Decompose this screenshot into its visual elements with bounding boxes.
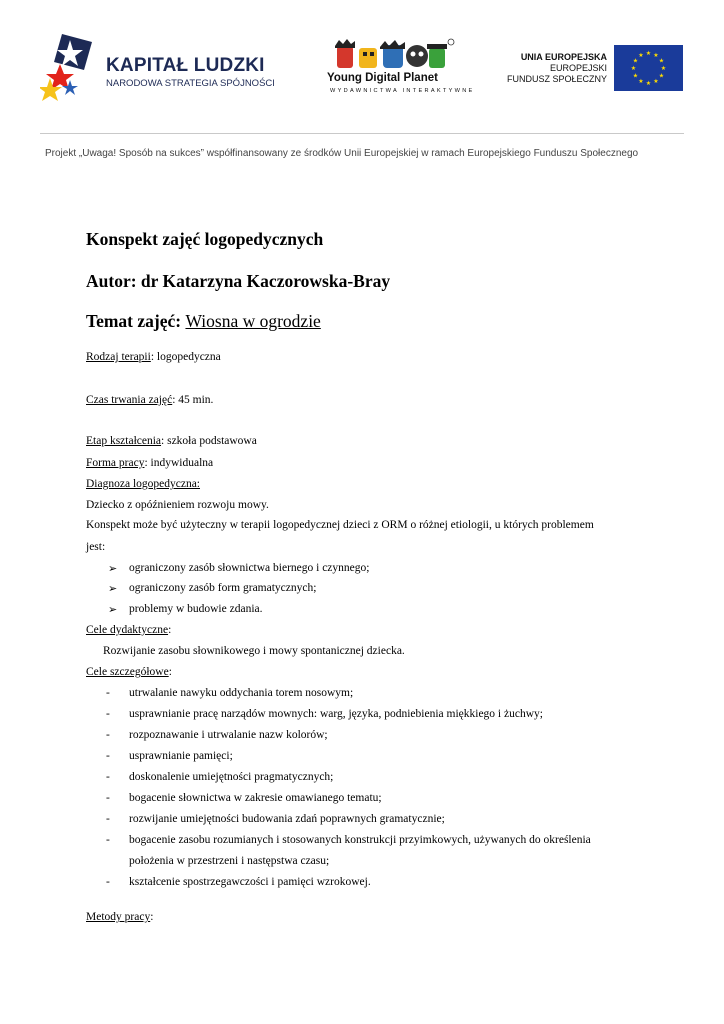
didactic-colon: : (168, 624, 172, 636)
svg-text:★: ★ (632, 72, 639, 80)
list-item: usprawnianie pamięci; (129, 750, 233, 762)
duration-label: Czas trwania zajęć (86, 394, 173, 406)
topic-label: Temat zajęć: (86, 311, 182, 331)
eu-line-1: UNIA EUROPEJSKA (520, 52, 607, 62)
list-item: bogacenie słownictwa w zakresie omawianego tematu; (129, 792, 382, 804)
detailed-label: Cele szczegółowe (86, 666, 169, 678)
form-value: : indywidualna (144, 457, 214, 469)
svg-text:★: ★ (653, 52, 659, 59)
topic-value: Wiosna w ogrodzie (185, 311, 321, 331)
svg-text:★: ★ (660, 65, 667, 72)
list-item: ograniczony zasób form gramatycznych; (129, 582, 317, 594)
dash-bullet: - (106, 834, 110, 846)
list-item: utrwalanie nawyku oddychania torem nosowym; (129, 687, 354, 699)
header-divider (40, 133, 684, 134)
didactic-goal-text: Rozwijanie zasobu słownikowego i mowy spontanicznej dziecka. (103, 645, 405, 657)
list-item: usprawnianie pracę narządów mownych: warg, języka, podniebienia miękkiego i żuchwy; (129, 708, 543, 720)
list-item: rozpoznawanie i utrwalanie nazw kolorów; (129, 729, 328, 741)
svg-text:★: ★ (645, 50, 652, 57)
usage-paragraph-line-1: Konspekt może być użyteczny w terapii logopedycznej dzieci z ORM o różnej etiologii, u których problemem (86, 519, 594, 531)
eu-stars (614, 45, 683, 91)
eu-line-3: FUNDUSZ SPOŁECZNY (506, 74, 607, 84)
therapy-type (86, 351, 221, 363)
dash-bullet: - (106, 708, 110, 720)
list-item: problemy w budowie zdania. (129, 603, 263, 615)
stage-value: : szkoła podstawowa (161, 435, 257, 447)
svg-text:★: ★ (658, 57, 665, 65)
usage-paragraph-line-2: jest: (86, 541, 106, 553)
project-cofinancing-note: Projekt „Uwaga! Sposób na sukces” współfinansowany ze środków Unii Europejskiej w ramach Europejskiego Funduszu Społecznego (45, 148, 639, 159)
diagnosis-label: Diagnoza logopedyczna: (86, 478, 200, 490)
kapital-title: KAPITAŁ LUDZKI (106, 55, 265, 76)
svg-text:★: ★ (630, 65, 637, 72)
kapital-ludzki-logo (40, 30, 290, 110)
detailed-colon: : (168, 666, 172, 678)
list-item: rozwijanie umiejętności budowania zdań poprawnych gramatycznie; (129, 813, 445, 825)
didactic-label: Cele dydaktyczne (86, 624, 169, 636)
dash-bullet: - (106, 687, 110, 699)
diagnosis-text: Dziecko z opóźnieniem rozwoju mowy. (86, 499, 269, 511)
dash-bullet: - (106, 813, 110, 825)
arrow-bullet-icon: ➢ (108, 604, 118, 616)
duration (86, 394, 213, 406)
young-digital-planet-logo (325, 38, 475, 100)
list-item: doskonalenie umiejętności pragmatycznych; (129, 771, 334, 783)
document-author: Autor: dr Katarzyna Kaczorowska-Bray (86, 271, 391, 291)
ydp-subtitle: WYDAWNICTWA INTERAKTYWNE (330, 88, 475, 94)
svg-text:★: ★ (658, 72, 665, 80)
education-stage (86, 435, 257, 447)
duration-value: : 45 min. (172, 394, 214, 406)
topic-line (86, 311, 321, 332)
arrow-bullet-icon: ➢ (108, 563, 118, 575)
eu-flag-icon (614, 45, 683, 91)
list-item: kształcenie spostrzegawczości i pamięci wzrokowej. (129, 876, 371, 888)
dash-bullet: - (106, 876, 110, 888)
methods-colon: : (150, 911, 154, 923)
list-item-continuation: położenia w przestrzeni i następstwa czasu; (129, 855, 330, 867)
work-form (86, 457, 213, 469)
document-title: Konspekt zajęć logopedycznych (86, 229, 324, 249)
list-item: ograniczony zasób słownictwa biernego i czynnego; (129, 562, 370, 574)
didactic-goals-heading (86, 624, 171, 636)
svg-text:★: ★ (653, 78, 659, 85)
detailed-goals-heading (86, 666, 172, 678)
stage-label: Etap kształcenia (86, 435, 162, 447)
dash-bullet: - (106, 771, 110, 783)
svg-text:★: ★ (638, 78, 644, 85)
dash-bullet: - (106, 792, 110, 804)
ydp-characters-icon (325, 38, 460, 72)
arrow-bullet-icon: ➢ (108, 583, 118, 595)
svg-text:★: ★ (645, 80, 652, 87)
methods-heading (86, 911, 153, 923)
therapy-value: : logopedyczna (150, 351, 221, 363)
eu-line-2: EUROPEJSKI (549, 63, 607, 73)
list-item: bogacenie zasobu rozumianych i stosowanych konstrukcji przyimkowych, używanych do określenia (129, 834, 591, 846)
methods-label: Metody pracy (86, 911, 151, 923)
dash-bullet: - (106, 729, 110, 741)
svg-text:★: ★ (632, 57, 639, 65)
kapital-stars-icon (40, 30, 102, 110)
document-header (0, 0, 724, 130)
eu-fund-text (507, 52, 607, 85)
ydp-name: Young Digital Planet (327, 72, 438, 84)
svg-text:★: ★ (638, 52, 644, 59)
dash-bullet: - (106, 750, 110, 762)
therapy-label: Rodzaj terapii (86, 351, 151, 363)
form-label: Forma pracy (86, 457, 145, 469)
kapital-subtitle: NARODOWA STRATEGIA SPÓJNOŚCI (106, 78, 275, 89)
